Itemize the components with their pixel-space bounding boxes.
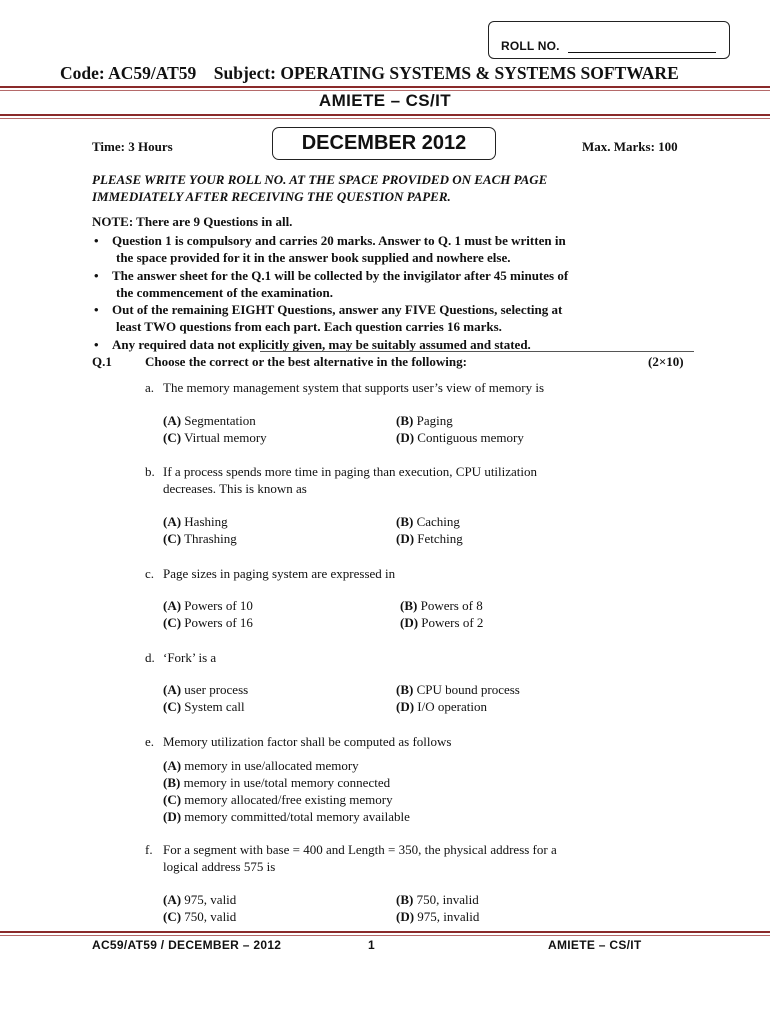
instruction-item: • The answer sheet for the Q.1 will be collected by the invigilator after 45 minutes of the commencement of the examination. xyxy=(94,267,569,300)
option-f-D: (D) 975, invalid xyxy=(396,909,480,924)
question-part-f: f. For a segment with base = 400 and Length = 350, the physical address for a logical address 575 is xyxy=(145,842,557,874)
header-divider xyxy=(0,86,770,88)
footer-course: AMIETE – CS/IT xyxy=(548,938,642,952)
option-c-A: (A) Powers of 10 xyxy=(163,598,253,613)
instruction-item: • Question 1 is compulsory and carries 20 marks. Answer to Q. 1 must be written in the space provided for it in the answer book supplied and nowhere else. xyxy=(94,233,566,266)
question-part-e: e. Memory utilization factor shall be computed as follows xyxy=(145,734,452,749)
instruction-line: PLEASE WRITE YOUR ROLL NO. AT THE SPACE PROVIDED ON EACH PAGE xyxy=(92,172,548,187)
option-a-C: (C) Virtual memory xyxy=(163,430,267,445)
option-a-B: (B) Paging xyxy=(396,413,453,428)
footer-paper-code: AC59/AT59 / DECEMBER – 2012 xyxy=(92,938,282,952)
option-c-B: (B) Powers of 8 xyxy=(400,598,483,613)
question-part-b: b. If a process spends more time in paging than execution, CPU utilization decreases. This is known as xyxy=(145,464,538,496)
option-c-D: (D) Powers of 2 xyxy=(400,615,484,630)
code-subject-line: Code: AC59/AT59 Subject: OPERATING SYSTEMS & SYSTEMS SOFTWARE xyxy=(60,63,679,83)
option-c-C: (C) Powers of 16 xyxy=(163,615,253,630)
option-f-B: (B) 750, invalid xyxy=(396,892,479,907)
bullet-icon: • xyxy=(94,336,99,352)
question-divider xyxy=(260,351,694,352)
option-e-D: (D) memory committed/total memory available xyxy=(163,809,410,824)
option-f-A: (A) 975, valid xyxy=(163,892,237,907)
bullet-icon: • xyxy=(94,233,99,248)
roll-number-blank[interactable] xyxy=(568,52,716,53)
bullet-icon: • xyxy=(94,267,99,283)
option-d-B: (B) CPU bound process xyxy=(396,682,520,697)
subtitle-divider-thin xyxy=(0,118,770,119)
footer-divider xyxy=(0,931,770,933)
instruction-item: • Out of the remaining EIGHT Questions, answer any FIVE Questions, selecting at least TWO questions from each part. Each question carries 16 marks. xyxy=(94,302,563,335)
option-b-D: (D) Fetching xyxy=(396,531,463,546)
option-b-C: (C) Thrashing xyxy=(163,531,237,546)
footer-divider-thin xyxy=(0,935,770,936)
question-marks: (2×10) xyxy=(648,354,684,369)
max-marks: Max. Marks: 100 xyxy=(582,139,678,154)
roll-number-label: ROLL NO. xyxy=(501,39,560,53)
instruction-line: IMMEDIATELY AFTER RECEIVING THE QUESTION PAPER. xyxy=(92,189,451,204)
bullet-icon: • xyxy=(94,302,99,318)
option-e-C: (C) memory allocated/free existing memory xyxy=(163,792,393,807)
option-a-D: (D) Contiguous memory xyxy=(396,430,524,445)
question-number: Q.1 xyxy=(92,354,112,369)
question-part-c: c. Page sizes in paging system are expressed in xyxy=(145,566,396,581)
subtitle-divider xyxy=(0,114,770,116)
exam-session-title: DECEMBER 2012 xyxy=(272,127,496,160)
option-b-B: (B) Caching xyxy=(396,514,460,529)
option-e-B: (B) memory in use/total memory connected xyxy=(163,775,391,790)
instruction-item: • Any required data not explicitly given, may be suitably assumed and stated. xyxy=(94,336,531,352)
roll-number-instruction xyxy=(92,171,672,205)
question-part-a: a. The memory management system that supports user’s view of memory is xyxy=(145,380,545,395)
page-subtitle: AMIETE – CS/IT xyxy=(318,91,452,110)
option-d-A: (A) user process xyxy=(163,682,249,697)
exam-time: Time: 3 Hours xyxy=(92,139,173,154)
option-f-C: (C) 750, valid xyxy=(163,909,237,924)
option-d-D: (D) I/O operation xyxy=(396,699,487,714)
option-d-C: (C) System call xyxy=(163,699,245,714)
option-a-A: (A) Segmentation xyxy=(163,413,256,428)
note-heading: NOTE: There are 9 Questions in all. xyxy=(92,214,293,229)
instruction-list xyxy=(92,232,682,353)
question-prompt: Choose the correct or the best alternative in the following: xyxy=(145,354,467,369)
option-e-A: (A) memory in use/allocated memory xyxy=(163,758,359,773)
option-b-A: (A) Hashing xyxy=(163,514,228,529)
question-part-d: d. ‘Fork’ is a xyxy=(145,650,217,665)
footer-page-number: 1 xyxy=(368,938,375,952)
